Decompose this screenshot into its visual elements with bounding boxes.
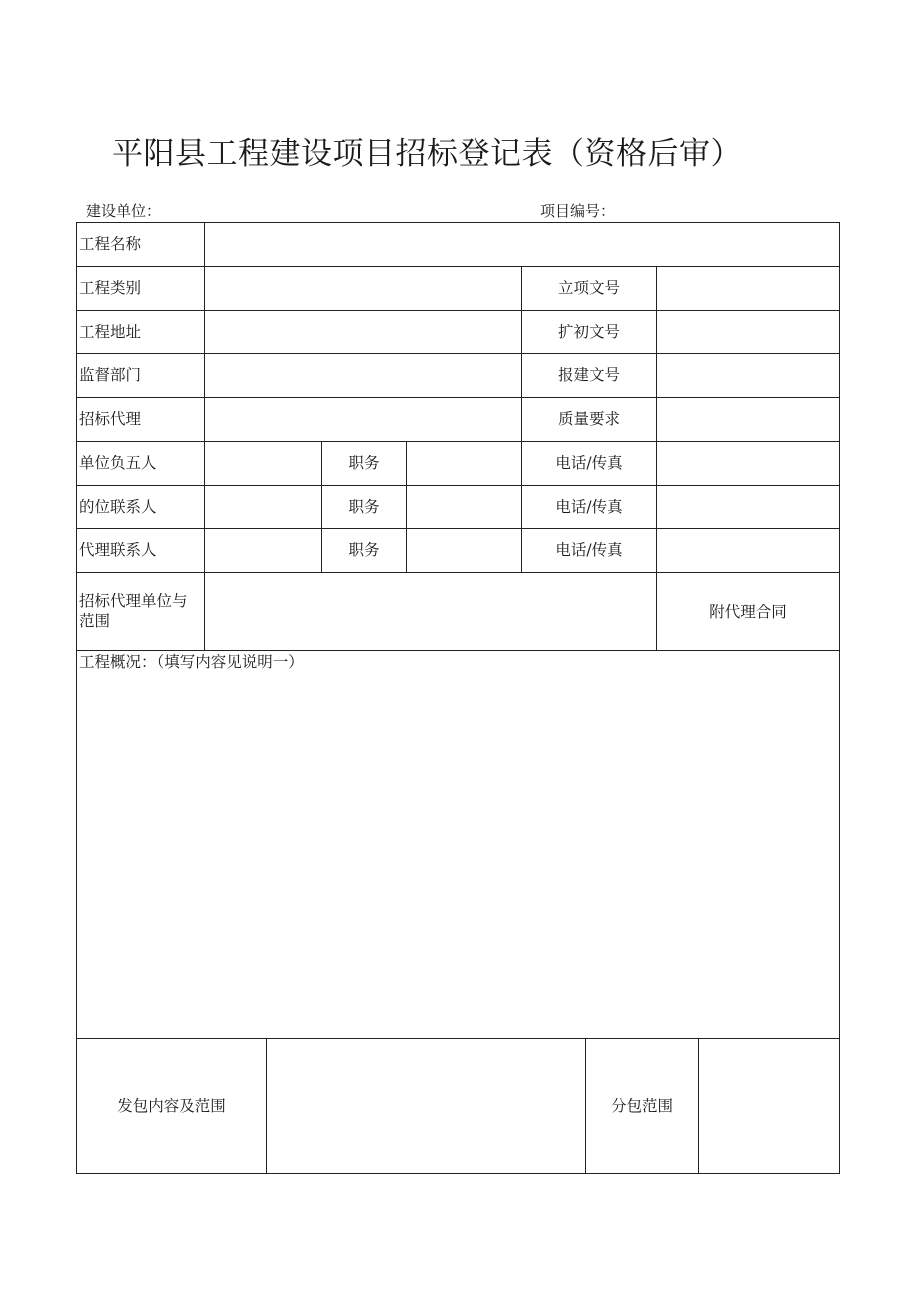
page-title: 平阳县工程建设项目招标登记表（资格后审） [112, 136, 742, 172]
quality-requirement-field[interactable] [657, 398, 839, 441]
phone-fax-label: 电话/传真 [555, 498, 623, 516]
tender-agent-label: 招标代理 [79, 410, 142, 428]
project-category-label: 工程类别 [79, 279, 142, 297]
subcontract-scope-label: 分包范围 [610, 1097, 673, 1115]
position-label: 职务 [348, 454, 380, 472]
approval-doc-number-field[interactable] [657, 267, 839, 310]
contract-content-scope-label: 发包内容及范围 [117, 1097, 226, 1115]
construction-unit-label: 建设单位： [86, 202, 162, 220]
position-label: 职务 [348, 498, 380, 516]
unit-contact-label: 的位联系人 [79, 498, 157, 516]
agent-contact-label: 代理联系人 [79, 541, 157, 559]
preliminary-doc-number-label: 扩初文号 [557, 323, 620, 341]
supervising-dept-field[interactable] [205, 354, 521, 397]
unit-person-in-charge-label: 单位负五人 [79, 454, 157, 472]
contract-content-scope-field[interactable] [267, 1039, 585, 1173]
agent-unit-scope-field[interactable] [205, 573, 656, 650]
phone-fax-label: 电话/传真 [555, 454, 623, 472]
project-name-label: 工程名称 [79, 235, 142, 253]
phone-fax-field[interactable] [657, 486, 839, 528]
phone-fax-label: 电话/传真 [555, 541, 623, 559]
unit-person-in-charge-field[interactable] [205, 442, 321, 485]
quality-requirement-label: 质量要求 [557, 410, 620, 428]
phone-fax-field[interactable] [657, 529, 839, 572]
construction-doc-number-label: 报建文号 [557, 366, 620, 384]
project-category-field[interactable] [205, 267, 521, 310]
attach-agent-contract-label: 附代理合同 [709, 603, 787, 621]
subcontract-scope-field[interactable] [699, 1039, 839, 1173]
preliminary-doc-number-field[interactable] [657, 311, 839, 353]
unit-contact-field[interactable] [205, 486, 321, 528]
position-field[interactable] [407, 442, 521, 485]
project-name-field[interactable] [205, 223, 839, 266]
agent-unit-scope-label: 招标代理单位与范围 [79, 592, 188, 630]
project-overview-field[interactable] [77, 674, 839, 1038]
position-label: 职务 [348, 541, 380, 559]
registration-form [76, 222, 840, 1174]
supervising-dept-label: 监督部门 [79, 366, 142, 384]
project-overview-label: 工程概况：（填写内容见说明一） [79, 653, 304, 671]
position-field[interactable] [407, 486, 521, 528]
agent-contact-field[interactable] [205, 529, 321, 572]
project-address-label: 工程地址 [79, 323, 142, 341]
phone-fax-field[interactable] [657, 442, 839, 485]
approval-doc-number-label: 立项文号 [557, 279, 620, 297]
project-address-field[interactable] [205, 311, 521, 353]
tender-agent-field[interactable] [205, 398, 521, 441]
position-field[interactable] [407, 529, 521, 572]
construction-doc-number-field[interactable] [657, 354, 839, 397]
project-number-label: 项目编号： [540, 202, 616, 220]
